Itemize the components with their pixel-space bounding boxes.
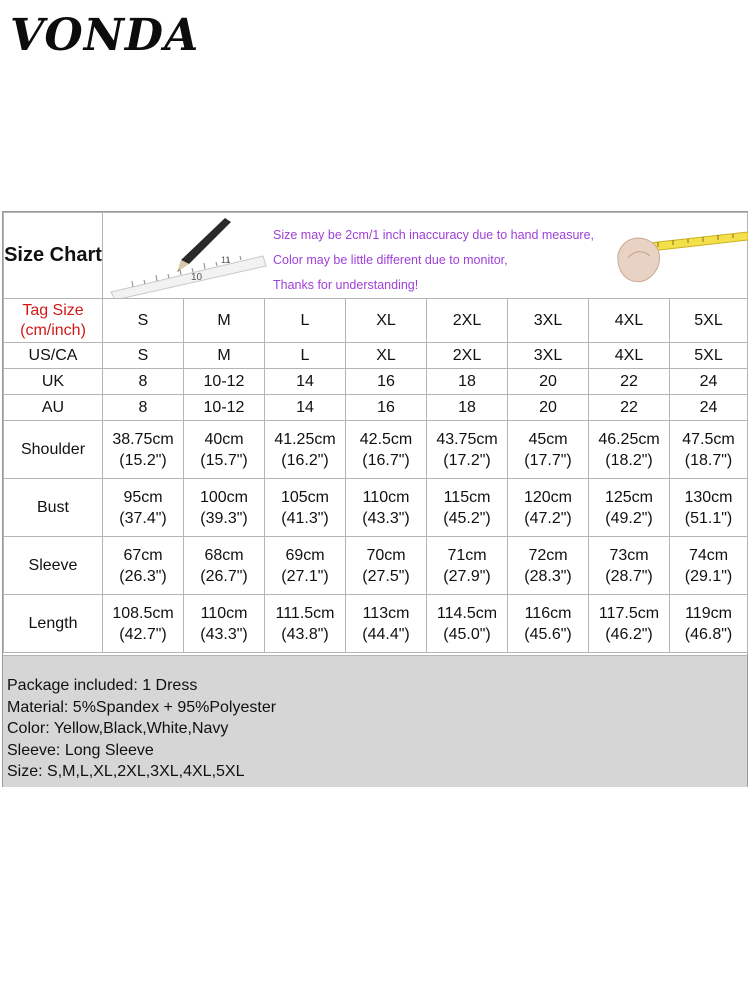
inch-value: (17.7") [524, 451, 572, 469]
cm-value: 117.5cm [598, 604, 660, 622]
cm-value: 110cm [200, 604, 248, 622]
measure-banner [103, 213, 748, 299]
cm-value: 114.5cm [436, 604, 498, 622]
inch-value: (46.2") [605, 625, 653, 643]
inch-value: (37.4") [119, 509, 167, 527]
inch-value: (16.2") [281, 451, 329, 469]
cm-value: 116cm [524, 604, 572, 622]
size-cell: 10-12 [184, 369, 265, 395]
inch-value: (28.7") [605, 567, 653, 585]
inch-value: (43.8") [281, 625, 329, 643]
cm-value: 108.5cm [112, 604, 174, 622]
cm-value: 47.5cm [682, 430, 735, 448]
size-row-uk [4, 369, 748, 395]
measurement-cell [103, 479, 184, 537]
measurement-cell [427, 479, 508, 537]
cm-value: 130cm [684, 488, 733, 506]
material-line: Material: 5%Spandex + 95%Polyester [7, 698, 277, 716]
size-chart-table [3, 212, 748, 653]
measurement-cell [265, 595, 346, 653]
measurement-row-length [4, 595, 748, 653]
size-cell: 8 [103, 395, 184, 421]
cm-value: 42.5cm [359, 430, 413, 448]
size-cell: M [184, 343, 265, 369]
inch-value: (17.2") [443, 451, 491, 469]
size-cell: 18 [427, 395, 508, 421]
cm-value: 113cm [362, 604, 410, 622]
size-cell: 10-12 [184, 395, 265, 421]
tag-size-s: S [103, 299, 184, 343]
inch-value: (44.4") [362, 625, 410, 643]
chart-title: Size Chart [4, 213, 103, 299]
measurement-cell [508, 421, 589, 479]
size-cell: 22 [589, 369, 670, 395]
inch-value: (28.3") [524, 567, 572, 585]
cm-value: 40cm [204, 430, 244, 448]
measurement-cell [589, 421, 670, 479]
measurement-notes [273, 223, 594, 298]
measurement-cell [346, 595, 427, 653]
size-cell: 8 [103, 369, 184, 395]
measurement-cell [103, 537, 184, 595]
size-cell: 20 [508, 369, 589, 395]
measurement-cell [265, 537, 346, 595]
measurement-cell [670, 537, 748, 595]
measurement-row-bust [4, 479, 748, 537]
cm-value: 38.75cm [112, 430, 174, 448]
measurement-cell [184, 595, 265, 653]
inch-value: (16.7") [362, 451, 410, 469]
inch-value: (27.1") [281, 567, 329, 585]
measurement-cell [346, 479, 427, 537]
sleeve-line: Sleeve: Long Sleeve [7, 741, 154, 759]
cm-value: 70cm [366, 546, 406, 564]
measurement-label: Sleeve [4, 537, 103, 595]
inch-value: (27.5") [362, 567, 410, 585]
measurement-label: Length [4, 595, 103, 653]
measurement-cell [670, 421, 748, 479]
size-cell: 24 [670, 369, 748, 395]
note-line: Color may be little different due to monitor, [273, 252, 508, 267]
tag-size-2xl: 2XL [427, 299, 508, 343]
package-included: Package included: 1 Dress [7, 677, 198, 694]
measurement-cell [427, 537, 508, 595]
measurement-cell [589, 537, 670, 595]
measurement-label: Shoulder [4, 421, 103, 479]
measurement-cell [427, 595, 508, 653]
inch-value: (26.7") [200, 567, 248, 585]
measurement-cell [184, 537, 265, 595]
cm-value: 74cm [688, 546, 729, 564]
measurement-cell [589, 595, 670, 653]
size-cell: 16 [346, 369, 427, 395]
inch-value: (45.0") [443, 625, 491, 643]
cm-value: 115cm [443, 488, 491, 506]
inch-value: (43.3") [200, 625, 248, 643]
measurement-cell [103, 595, 184, 653]
cm-value: 41.25cm [274, 430, 336, 448]
tag-size-l: L [265, 299, 346, 343]
measurement-cell [184, 479, 265, 537]
inch-value: (45.2") [443, 509, 491, 527]
measurement-cell [589, 479, 670, 537]
size-row-us-ca [4, 343, 748, 369]
size-cell: L [265, 343, 346, 369]
measurement-cell [508, 479, 589, 537]
size-cell: S [103, 343, 184, 369]
inch-value: (51.1") [684, 509, 733, 527]
cm-value: 69cm [285, 546, 325, 564]
cm-value: 100cm [199, 488, 249, 506]
note-line: Size may be 2cm/1 inch inaccuracy due to hand measure, [273, 227, 595, 242]
size-cell: XL [346, 343, 427, 369]
cm-value: 125cm [604, 488, 654, 506]
inch-value: (29.1") [684, 567, 733, 585]
size-cell: 2XL [427, 343, 508, 369]
cm-value: 120cm [523, 488, 573, 506]
note-line: Thanks for understanding! [273, 277, 419, 292]
measurement-cell [508, 537, 589, 595]
size-cell: 18 [427, 369, 508, 395]
cm-value: 72cm [528, 546, 568, 564]
measurement-cell [427, 421, 508, 479]
measurement-cell [103, 421, 184, 479]
inch-value: (27.9") [443, 567, 491, 585]
tag-size-4xl: 4XL [589, 299, 670, 343]
cm-value: 95cm [123, 488, 163, 506]
size-cell: 3XL [508, 343, 589, 369]
cm-value: 45cm [528, 430, 568, 448]
cm-value: 46.25cm [598, 430, 660, 448]
measurement-cell [265, 421, 346, 479]
brand-logo: VONDA [10, 10, 200, 61]
tag-size-m: M [184, 299, 265, 343]
size-line: Size: S,M,L,XL,2XL,3XL,4XL,5XL [7, 763, 245, 780]
size-cell: 14 [265, 369, 346, 395]
cm-value: 105cm [280, 488, 330, 506]
row-label: UK [4, 369, 103, 395]
measurement-row-sleeve [4, 537, 748, 595]
cm-value: 68cm [204, 546, 244, 564]
size-cell: 14 [265, 395, 346, 421]
size-row-au [4, 395, 748, 421]
ruler-number-10: 10 [191, 271, 203, 283]
inch-value: (45.6") [524, 625, 572, 643]
cm-value: 111.5cm [275, 604, 335, 622]
measurement-cell [184, 421, 265, 479]
ruler-number-11: 11 [221, 254, 231, 265]
cm-value: 71cm [447, 546, 487, 564]
measurement-cell [670, 595, 748, 653]
cm-value: 73cm [609, 546, 649, 564]
size-cell: 5XL [670, 343, 748, 369]
measurement-cell [346, 421, 427, 479]
cm-value: 110cm [362, 488, 410, 506]
cm-value: 67cm [123, 546, 163, 564]
tag-size-xl: XL [346, 299, 427, 343]
row-label: US/CA [4, 343, 103, 369]
inch-value: (15.7") [200, 451, 248, 469]
inch-value: (18.2") [605, 451, 653, 469]
package-info [3, 655, 747, 787]
inch-value: (41.3") [281, 509, 329, 527]
tag-size-3xl: 3XL [508, 299, 589, 343]
size-cell: 20 [508, 395, 589, 421]
measurement-cell [265, 479, 346, 537]
measurement-cell [508, 595, 589, 653]
size-cell: 4XL [589, 343, 670, 369]
measurement-row-shoulder [4, 421, 748, 479]
cm-value: 43.75cm [436, 430, 498, 448]
inch-value: (43.3") [362, 509, 410, 527]
inch-value: (49.2") [605, 509, 653, 527]
size-cell: 22 [589, 395, 670, 421]
size-cell: 16 [346, 395, 427, 421]
size-cell: 24 [670, 395, 748, 421]
inch-value: (39.3") [200, 509, 248, 527]
pencil-ruler-icon [103, 214, 268, 298]
color-line: Color: Yellow,Black,White,Navy [7, 720, 229, 737]
measurement-cell [346, 537, 427, 595]
measurement-cell [670, 479, 748, 537]
inch-value: (26.3") [119, 567, 167, 585]
inch-value: (47.2") [524, 509, 572, 527]
measurement-label: Bust [4, 479, 103, 537]
tag-size-label: Tag Size (cm/inch) [4, 299, 103, 343]
inch-value: (15.2") [119, 451, 167, 469]
tape-measure-hand-icon [598, 214, 748, 298]
inch-value: (42.7") [119, 625, 167, 643]
size-chart [2, 211, 748, 787]
inch-value: (18.7") [684, 451, 733, 469]
row-label: AU [4, 395, 103, 421]
inch-value: (46.8") [684, 625, 733, 643]
tag-size-5xl: 5XL [670, 299, 748, 343]
cm-value: 119cm [685, 604, 732, 622]
